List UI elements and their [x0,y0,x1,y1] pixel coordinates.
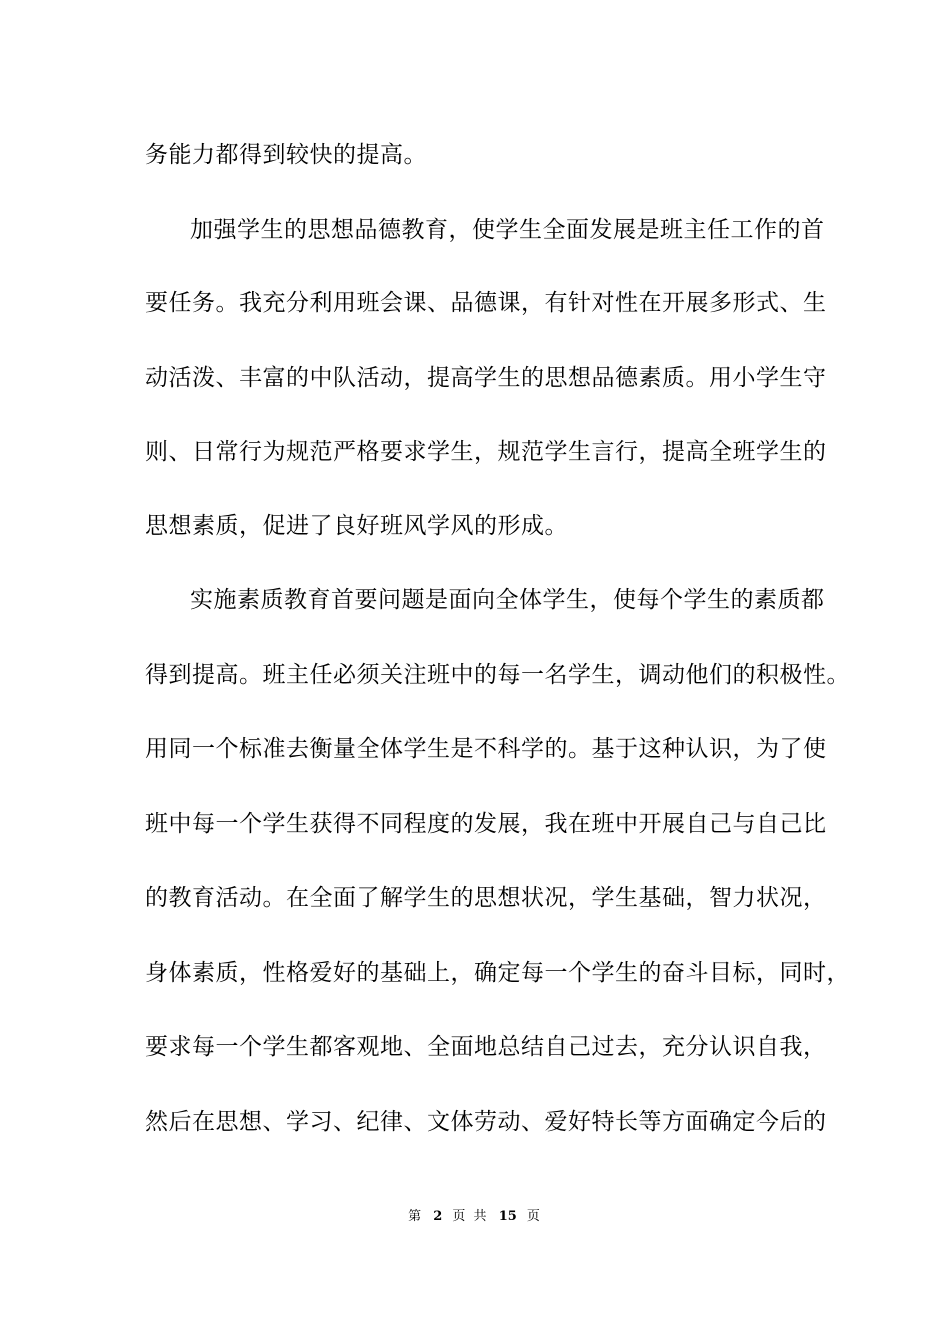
text-line: 则、日常行为规范严格要求学生，规范学生言行，提高全班学生的 [145,439,827,465]
text-line: 要求每一个学生都客观地、全面地总结自己过去，充分认识自我， [145,1034,827,1060]
text-line: 身体素质，性格爱好的基础上，确定每一个学生的奋斗目标，同时， [145,960,850,986]
footer-suffix: 页 [526,1209,542,1224]
paragraph-first-line: 实施素质教育首要问题是面向全体学生，使每个学生的素质都 [190,587,825,613]
text-line: 思想素质，促进了良好班风学风的形成。 [145,513,568,539]
text-line: 班中每一个学生获得不同程度的发展，我在班中开展自己与自己比 [145,811,827,837]
text-line: 用同一个标准去衡量全体学生是不科学的。基于这种认识，为了使 [145,736,827,762]
footer-total-pages: 15 [498,1209,517,1224]
footer-prefix: 第 [408,1209,424,1224]
text-line: 务能力都得到较快的提高。 [145,142,427,168]
paragraph-first-line: 加强学生的思想品德教育，使学生全面发展是班主任工作的首 [190,217,825,243]
footer-page-number: 2 [433,1209,443,1224]
text-line: 然后在思想、学习、纪律、文体劳动、爱好特长等方面确定今后的 [145,1109,827,1135]
text-line: 动活泼、丰富的中队活动，提高学生的思想品德素质。用小学生守 [145,365,827,391]
footer-middle: 页 共 [452,1209,489,1224]
text-line: 要任务。我充分利用班会课、品德课，有针对性在开展多形式、生 [145,290,827,316]
text-line: 的教育活动。在全面了解学生的思想状况，学生基础，智力状况， [145,885,827,911]
page-footer [0,1208,950,1226]
text-line: 得到提高。班主任必须关注班中的每一名学生，调动他们的积极性。 [145,662,850,688]
